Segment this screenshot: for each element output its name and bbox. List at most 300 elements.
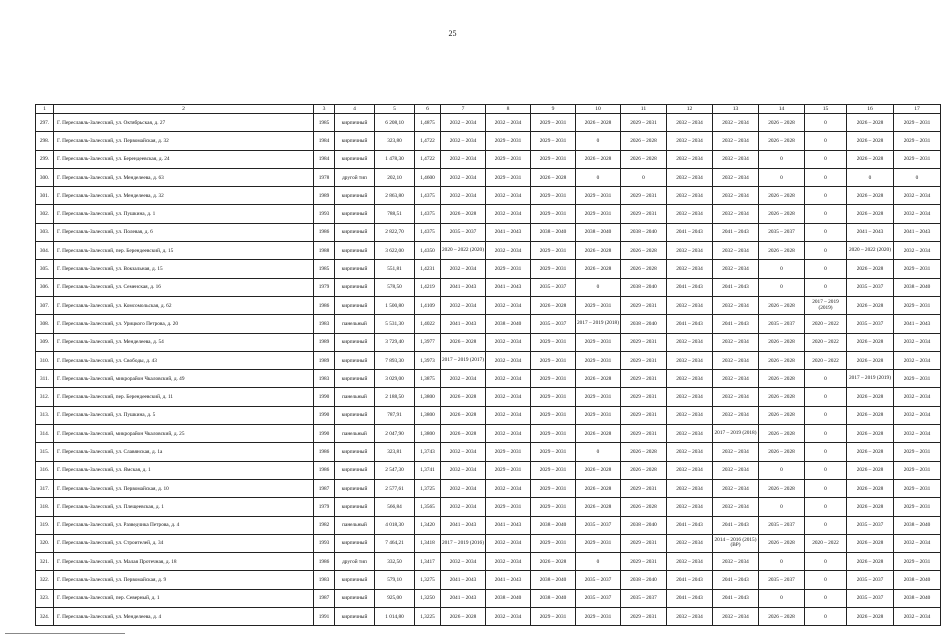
table-cell: 2032 – 2034 — [667, 114, 713, 132]
table-cell: 2026 – 2028 — [847, 296, 894, 314]
table-cell: 2035 – 2037 — [847, 516, 894, 534]
table-cell: 2026 – 2028 — [759, 425, 805, 443]
table-cell: 1,3973 — [415, 351, 441, 369]
table-cell: 2032 – 2034 — [667, 461, 713, 479]
table-cell: 1985 — [314, 114, 335, 132]
table-cell: 1991 — [314, 608, 335, 626]
table-row — [36, 461, 941, 479]
table-cell: 2032 – 2034 — [486, 479, 531, 497]
table-cell: 2026 – 2028 — [576, 150, 621, 168]
address-cell: Г. Переславль-Залесский, ул. Менделеева, д. 32 — [54, 187, 314, 205]
table-cell: 2017 – 2019 (2019) — [805, 296, 847, 314]
table-cell: 1982 — [314, 516, 335, 534]
table-cell: 2041 – 2043 — [713, 589, 759, 607]
table-cell: 2038 – 2040 — [621, 223, 667, 241]
table-cell: 2020 – 2022 — [805, 351, 847, 369]
table-cell: 305. — [36, 260, 54, 278]
table-cell: 2032 – 2034 — [667, 498, 713, 516]
table-cell: 0 — [576, 443, 621, 461]
table-cell: 2032 – 2034 — [713, 443, 759, 461]
table-cell: 2041 – 2043 — [441, 278, 486, 296]
table-cell: 2032 – 2034 — [486, 351, 531, 369]
table-cell: 0 — [805, 498, 847, 516]
table-row — [36, 205, 941, 223]
table-cell: 1986 — [314, 461, 335, 479]
table-cell: 323. — [36, 589, 54, 607]
table-cell: 2026 – 2028 — [441, 205, 486, 223]
table-cell: панельный — [335, 315, 375, 333]
table-cell: 2032 – 2034 — [486, 296, 531, 314]
table-cell: 2032 – 2034 — [713, 260, 759, 278]
table-cell: 1,3743 — [415, 443, 441, 461]
table-cell: 2029 – 2031 — [621, 205, 667, 223]
table-cell: 1,3800 — [415, 388, 441, 406]
table-cell: кирпичный — [335, 443, 375, 461]
table-cell: 2032 – 2034 — [441, 296, 486, 314]
table-cell: 2041 – 2043 — [486, 516, 531, 534]
table-cell: 2026 – 2028 — [441, 388, 486, 406]
table-cell: 0 — [805, 114, 847, 132]
table-cell: 2038 – 2040 — [531, 223, 576, 241]
table-cell: 2035 – 2037 — [759, 571, 805, 589]
table-cell: 2026 – 2028 — [621, 461, 667, 479]
table-cell: 2029 – 2031 — [531, 114, 576, 132]
table-cell: 2029 – 2031 — [531, 333, 576, 351]
table-cell: 2041 – 2043 — [894, 223, 941, 241]
table-cell: 2038 – 2040 — [531, 516, 576, 534]
table-row — [36, 608, 941, 626]
table-cell: 2017 – 2019 (2019) — [847, 370, 894, 388]
table-cell: 2026 – 2028 — [847, 150, 894, 168]
table-cell: 0 — [805, 589, 847, 607]
table-row — [36, 351, 941, 369]
table-cell: 2026 – 2028 — [576, 425, 621, 443]
table-cell: 2026 – 2028 — [621, 443, 667, 461]
address-cell: Г. Переславль-Залесский, ул. Полевая, д. 6 — [54, 223, 314, 241]
table-cell: 1988 — [314, 242, 335, 260]
table-cell: 1,4219 — [415, 278, 441, 296]
table-cell: 2032 – 2034 — [894, 187, 941, 205]
table-cell: 5 531,30 — [375, 315, 415, 333]
table-cell: 1989 — [314, 187, 335, 205]
table-cell: 2017 – 2019 (2018) — [713, 425, 759, 443]
table-cell: 2032 – 2034 — [713, 388, 759, 406]
table-row — [36, 443, 941, 461]
table-cell: 1987 — [314, 589, 335, 607]
table-cell: 0 — [805, 132, 847, 150]
table-row — [36, 242, 941, 260]
table-cell: 2032 – 2034 — [713, 479, 759, 497]
table-cell: 2026 – 2028 — [847, 187, 894, 205]
table-cell: 2029 – 2031 — [576, 388, 621, 406]
table-cell: 1987 — [314, 479, 335, 497]
table-cell: 2029 – 2031 — [486, 461, 531, 479]
table-cell: 2026 – 2028 — [847, 498, 894, 516]
column-header: 16 — [847, 105, 894, 114]
table-cell: 304. — [36, 242, 54, 260]
table-cell: 2032 – 2034 — [486, 425, 531, 443]
table-cell: 2038 – 2040 — [894, 571, 941, 589]
table-cell: 0 — [759, 278, 805, 296]
table-cell: кирпичный — [335, 534, 375, 552]
table-cell: 1,3418 — [415, 534, 441, 552]
table-row — [36, 333, 941, 351]
header-row — [36, 105, 941, 114]
table-cell: 2026 – 2028 — [847, 534, 894, 552]
table-cell: 2032 – 2034 — [713, 132, 759, 150]
table-cell: 1985 — [314, 260, 335, 278]
column-header: 10 — [576, 105, 621, 114]
table-cell: 2 047,90 — [375, 425, 415, 443]
table-cell: 2032 – 2034 — [894, 242, 941, 260]
table-cell: 2035 – 2037 — [759, 223, 805, 241]
table-cell: 2020 – 2022 — [805, 315, 847, 333]
table-cell: 1,3800 — [415, 406, 441, 424]
table-cell: 1,3800 — [415, 425, 441, 443]
table-cell: 2029 – 2031 — [621, 351, 667, 369]
table-cell: 2029 – 2031 — [576, 187, 621, 205]
table-cell: 2032 – 2034 — [441, 461, 486, 479]
table-cell: 2026 – 2028 — [621, 260, 667, 278]
table-cell: панельный — [335, 425, 375, 443]
table-cell: 0 — [805, 443, 847, 461]
table-cell: 2029 – 2031 — [621, 370, 667, 388]
table-cell: 2029 – 2031 — [621, 114, 667, 132]
table-cell: 2032 – 2034 — [486, 370, 531, 388]
address-cell: Г. Переславль-Залесский, ул. Первомайская, д. 32 — [54, 132, 314, 150]
table-cell: 2032 – 2034 — [441, 553, 486, 571]
table-cell: 0 — [894, 168, 941, 186]
table-cell: 1990 — [314, 406, 335, 424]
table-cell: кирпичный — [335, 479, 375, 497]
table-cell: 2038 – 2040 — [621, 315, 667, 333]
table-cell: 579,10 — [375, 571, 415, 589]
table-cell: кирпичный — [335, 589, 375, 607]
table-cell: 2026 – 2028 — [847, 479, 894, 497]
table-cell: 2020 – 2022 — [805, 333, 847, 351]
table-cell: 332,50 — [375, 553, 415, 571]
table-cell: 2020 – 2022 — [805, 534, 847, 552]
table-cell: 2026 – 2028 — [531, 168, 576, 186]
table-cell: 2017 – 2019 (2017) — [441, 351, 486, 369]
table-cell: панельный — [335, 388, 375, 406]
table-cell: 2029 – 2031 — [531, 388, 576, 406]
table-cell: 0 — [805, 479, 847, 497]
table-cell: 2026 – 2028 — [759, 443, 805, 461]
table-cell: 0 — [805, 461, 847, 479]
table-cell: 2032 – 2034 — [667, 260, 713, 278]
table-cell: 2026 – 2028 — [759, 242, 805, 260]
table-cell: 312. — [36, 388, 54, 406]
table-cell: 2026 – 2028 — [441, 425, 486, 443]
table-cell: 3 622,00 — [375, 242, 415, 260]
column-header: 8 — [486, 105, 531, 114]
table-cell: 2032 – 2034 — [713, 242, 759, 260]
table-cell: 0 — [759, 498, 805, 516]
table-cell: кирпичный — [335, 333, 375, 351]
table-cell: 2032 – 2034 — [667, 388, 713, 406]
table-cell: 2035 – 2037 — [576, 589, 621, 607]
table-row — [36, 479, 941, 497]
address-cell: Г. Переславль-Залесский, ул. Пушкина, д. 5 — [54, 406, 314, 424]
table-cell: кирпичный — [335, 260, 375, 278]
table-cell: 788,51 — [375, 205, 415, 223]
table-cell: 2029 – 2031 — [531, 479, 576, 497]
table-cell: 323,81 — [375, 443, 415, 461]
table-cell: 2032 – 2034 — [894, 205, 941, 223]
table-cell: 317. — [36, 479, 54, 497]
table-cell: кирпичный — [335, 223, 375, 241]
table-cell: 2032 – 2034 — [713, 114, 759, 132]
table-cell: 3 729,40 — [375, 333, 415, 351]
table-cell: 1993 — [314, 534, 335, 552]
table-cell: 2029 – 2031 — [576, 205, 621, 223]
table-cell: 2029 – 2031 — [531, 406, 576, 424]
table-row — [36, 516, 941, 534]
table-cell: 2026 – 2028 — [847, 260, 894, 278]
table-cell: кирпичный — [335, 406, 375, 424]
table-cell: 2026 – 2028 — [621, 132, 667, 150]
table-cell: 1983 — [314, 571, 335, 589]
table-row — [36, 388, 941, 406]
table-row — [36, 150, 941, 168]
footer-rule — [5, 633, 125, 634]
table-row — [36, 534, 941, 552]
table-cell: 2026 – 2028 — [759, 388, 805, 406]
table-cell: 2026 – 2028 — [441, 333, 486, 351]
table-cell: 1,4350 — [415, 242, 441, 260]
table-cell: 2029 – 2031 — [531, 132, 576, 150]
address-cell: Г. Переславль-Залесский, пер. Северный, д. 1 — [54, 589, 314, 607]
table-cell: 0 — [759, 150, 805, 168]
table-cell: 0 — [576, 168, 621, 186]
table-cell: 2029 – 2031 — [576, 406, 621, 424]
table-cell: кирпичный — [335, 205, 375, 223]
table-cell: 2026 – 2028 — [759, 333, 805, 351]
table-cell: 307. — [36, 296, 54, 314]
table-cell: 1,3725 — [415, 479, 441, 497]
table-cell: 2026 – 2028 — [847, 351, 894, 369]
address-cell: Г. Переславль-Залесский, ул. Строителей, д. 34 — [54, 534, 314, 552]
table-cell: 1 478,30 — [375, 150, 415, 168]
table-row — [36, 114, 941, 132]
table-cell: 0 — [805, 370, 847, 388]
table-cell: 2032 – 2034 — [667, 150, 713, 168]
column-header: 6 — [415, 105, 441, 114]
table-cell: 2032 – 2034 — [441, 132, 486, 150]
table-cell: 1986 — [314, 296, 335, 314]
table-cell: 2029 – 2031 — [486, 443, 531, 461]
table-cell: 2026 – 2028 — [847, 425, 894, 443]
table-cell: 2 547,30 — [375, 461, 415, 479]
table-cell: 2026 – 2028 — [576, 260, 621, 278]
table-cell: 313. — [36, 406, 54, 424]
table-cell: 1,4022 — [415, 315, 441, 333]
table-cell: 2032 – 2034 — [713, 370, 759, 388]
table-cell: 2029 – 2031 — [894, 498, 941, 516]
table-cell: 2029 – 2031 — [894, 114, 941, 132]
table-cell: 2026 – 2028 — [576, 461, 621, 479]
table-cell: 2020 – 2022 (2020) — [847, 242, 894, 260]
table-cell: 2035 – 2037 — [847, 589, 894, 607]
table-cell: 2029 – 2031 — [531, 187, 576, 205]
table-row — [36, 278, 941, 296]
table-cell: 2041 – 2043 — [713, 516, 759, 534]
table-cell: 1,4231 — [415, 260, 441, 278]
table-cell: кирпичный — [335, 370, 375, 388]
table-cell: 2032 – 2034 — [667, 205, 713, 223]
table-cell: 311. — [36, 370, 54, 388]
table-cell: 2032 – 2034 — [894, 425, 941, 443]
table-cell: 2026 – 2028 — [621, 150, 667, 168]
table-cell: 2026 – 2028 — [531, 553, 576, 571]
table-cell: 0 — [805, 516, 847, 534]
table-cell: 2026 – 2028 — [759, 479, 805, 497]
table-cell: 2029 – 2031 — [486, 132, 531, 150]
table-cell: 2026 – 2028 — [847, 205, 894, 223]
table-cell: 1,3565 — [415, 498, 441, 516]
table-cell: 1989 — [314, 351, 335, 369]
table-cell: 2035 – 2037 — [576, 516, 621, 534]
table-cell: 2029 – 2031 — [531, 150, 576, 168]
table-cell: 2029 – 2031 — [894, 132, 941, 150]
table-cell: 2026 – 2028 — [759, 114, 805, 132]
table-cell: 323,80 — [375, 132, 415, 150]
table-cell: 2026 – 2028 — [531, 296, 576, 314]
table-cell: 0 — [805, 187, 847, 205]
table-row — [36, 132, 941, 150]
table-row — [36, 589, 941, 607]
table-cell: 2035 – 2037 — [441, 223, 486, 241]
table-cell: 0 — [805, 150, 847, 168]
table-cell: 2032 – 2034 — [441, 443, 486, 461]
table-cell: 2029 – 2031 — [894, 296, 941, 314]
table-cell: 2032 – 2034 — [713, 150, 759, 168]
table-cell: 2041 – 2043 — [713, 571, 759, 589]
table-cell: 2029 – 2031 — [486, 168, 531, 186]
table-cell: 2029 – 2031 — [531, 608, 576, 626]
column-header: 13 — [713, 105, 759, 114]
address-cell: Г. Переславль-Залесский, ул. Свободы, д. 43 — [54, 351, 314, 369]
table-cell: 2029 – 2031 — [621, 187, 667, 205]
table-cell: 2029 – 2031 — [621, 553, 667, 571]
table-cell: 322. — [36, 571, 54, 589]
table-cell: 2026 – 2028 — [847, 333, 894, 351]
table-cell: 0 — [805, 168, 847, 186]
table-cell: 2029 – 2031 — [621, 534, 667, 552]
table-cell: 4 018,30 — [375, 516, 415, 534]
address-cell: Г. Переславль-Залесский, ул. Берендеевская, д. 24 — [54, 150, 314, 168]
column-header: 14 — [759, 105, 805, 114]
table-cell: 0 — [805, 571, 847, 589]
table-cell: 1,4875 — [415, 114, 441, 132]
table-cell: 2032 – 2034 — [667, 333, 713, 351]
table-cell: 2032 – 2034 — [667, 479, 713, 497]
table-cell: 320. — [36, 534, 54, 552]
table-cell: 319. — [36, 516, 54, 534]
table-cell: 0 — [759, 461, 805, 479]
table-cell: 2026 – 2028 — [759, 406, 805, 424]
column-header: 1 — [36, 105, 54, 114]
table-cell: 1,4722 — [415, 132, 441, 150]
address-cell: Г. Переславль-Залесский, ул. Первомайская, д. 9 — [54, 571, 314, 589]
column-header: 12 — [667, 105, 713, 114]
table-cell: 298. — [36, 132, 54, 150]
table-cell: 6 208,10 — [375, 114, 415, 132]
table-cell: 2035 – 2037 — [531, 278, 576, 296]
column-header: 5 — [375, 105, 415, 114]
table-cell: 1986 — [314, 223, 335, 241]
table-cell: 2035 – 2037 — [621, 589, 667, 607]
table-cell: 578,50 — [375, 278, 415, 296]
table-cell: 1993 — [314, 205, 335, 223]
table-cell: 2026 – 2028 — [576, 479, 621, 497]
table-cell: 202,10 — [375, 168, 415, 186]
table-cell: 2029 – 2031 — [531, 443, 576, 461]
table-cell: 2032 – 2034 — [713, 187, 759, 205]
table-cell: 2 188,50 — [375, 388, 415, 406]
table-cell: 2026 – 2028 — [847, 443, 894, 461]
table-cell: 2038 – 2040 — [894, 589, 941, 607]
table-cell: 2035 – 2037 — [576, 571, 621, 589]
table-cell: 2032 – 2034 — [713, 461, 759, 479]
table-cell: 2026 – 2028 — [847, 608, 894, 626]
table-cell: 2041 – 2043 — [441, 516, 486, 534]
table-cell: кирпичный — [335, 351, 375, 369]
table-cell: 321. — [36, 553, 54, 571]
table-row — [36, 370, 941, 388]
table-row — [36, 315, 941, 333]
table-cell: 2032 – 2034 — [441, 260, 486, 278]
table-cell: 2029 – 2031 — [576, 608, 621, 626]
table-cell: 2041 – 2043 — [713, 315, 759, 333]
table-cell: 309. — [36, 333, 54, 351]
table-cell: 0 — [805, 553, 847, 571]
table-cell: 2032 – 2034 — [667, 168, 713, 186]
table-cell: 2029 – 2031 — [486, 498, 531, 516]
table-cell: 2032 – 2034 — [486, 187, 531, 205]
table-cell: 2029 – 2031 — [894, 553, 941, 571]
table-cell: 1,3875 — [415, 370, 441, 388]
table-row — [36, 571, 941, 589]
table-cell: 2029 – 2031 — [621, 296, 667, 314]
table-cell: 0 — [759, 168, 805, 186]
table-cell: 2017 – 2019 (2016) — [441, 534, 486, 552]
table-cell: 2041 – 2043 — [847, 223, 894, 241]
table-cell: 1979 — [314, 278, 335, 296]
address-cell: Г. Переславль-Залесский, микрорайон Чкаловский, д. 49 — [54, 370, 314, 388]
table-cell: кирпичный — [335, 278, 375, 296]
table-cell: 1990 — [314, 388, 335, 406]
table-cell: 2026 – 2028 — [441, 608, 486, 626]
table-row — [36, 223, 941, 241]
table-cell: 551,81 — [375, 260, 415, 278]
table-cell: 0 — [805, 223, 847, 241]
table-cell: 2026 – 2028 — [847, 461, 894, 479]
table-cell: 2029 – 2031 — [531, 351, 576, 369]
table-cell: 2029 – 2031 — [621, 425, 667, 443]
table-cell: 2038 – 2040 — [486, 315, 531, 333]
table-cell: 2029 – 2031 — [894, 443, 941, 461]
table-cell: 2032 – 2034 — [667, 370, 713, 388]
column-header: 4 — [335, 105, 375, 114]
table-cell: 2026 – 2028 — [759, 351, 805, 369]
table-cell: 1986 — [314, 443, 335, 461]
table-cell: 2032 – 2034 — [486, 406, 531, 424]
table-cell: 2029 – 2031 — [894, 479, 941, 497]
table-cell: 1986 — [314, 553, 335, 571]
table-cell: 1 500,80 — [375, 296, 415, 314]
